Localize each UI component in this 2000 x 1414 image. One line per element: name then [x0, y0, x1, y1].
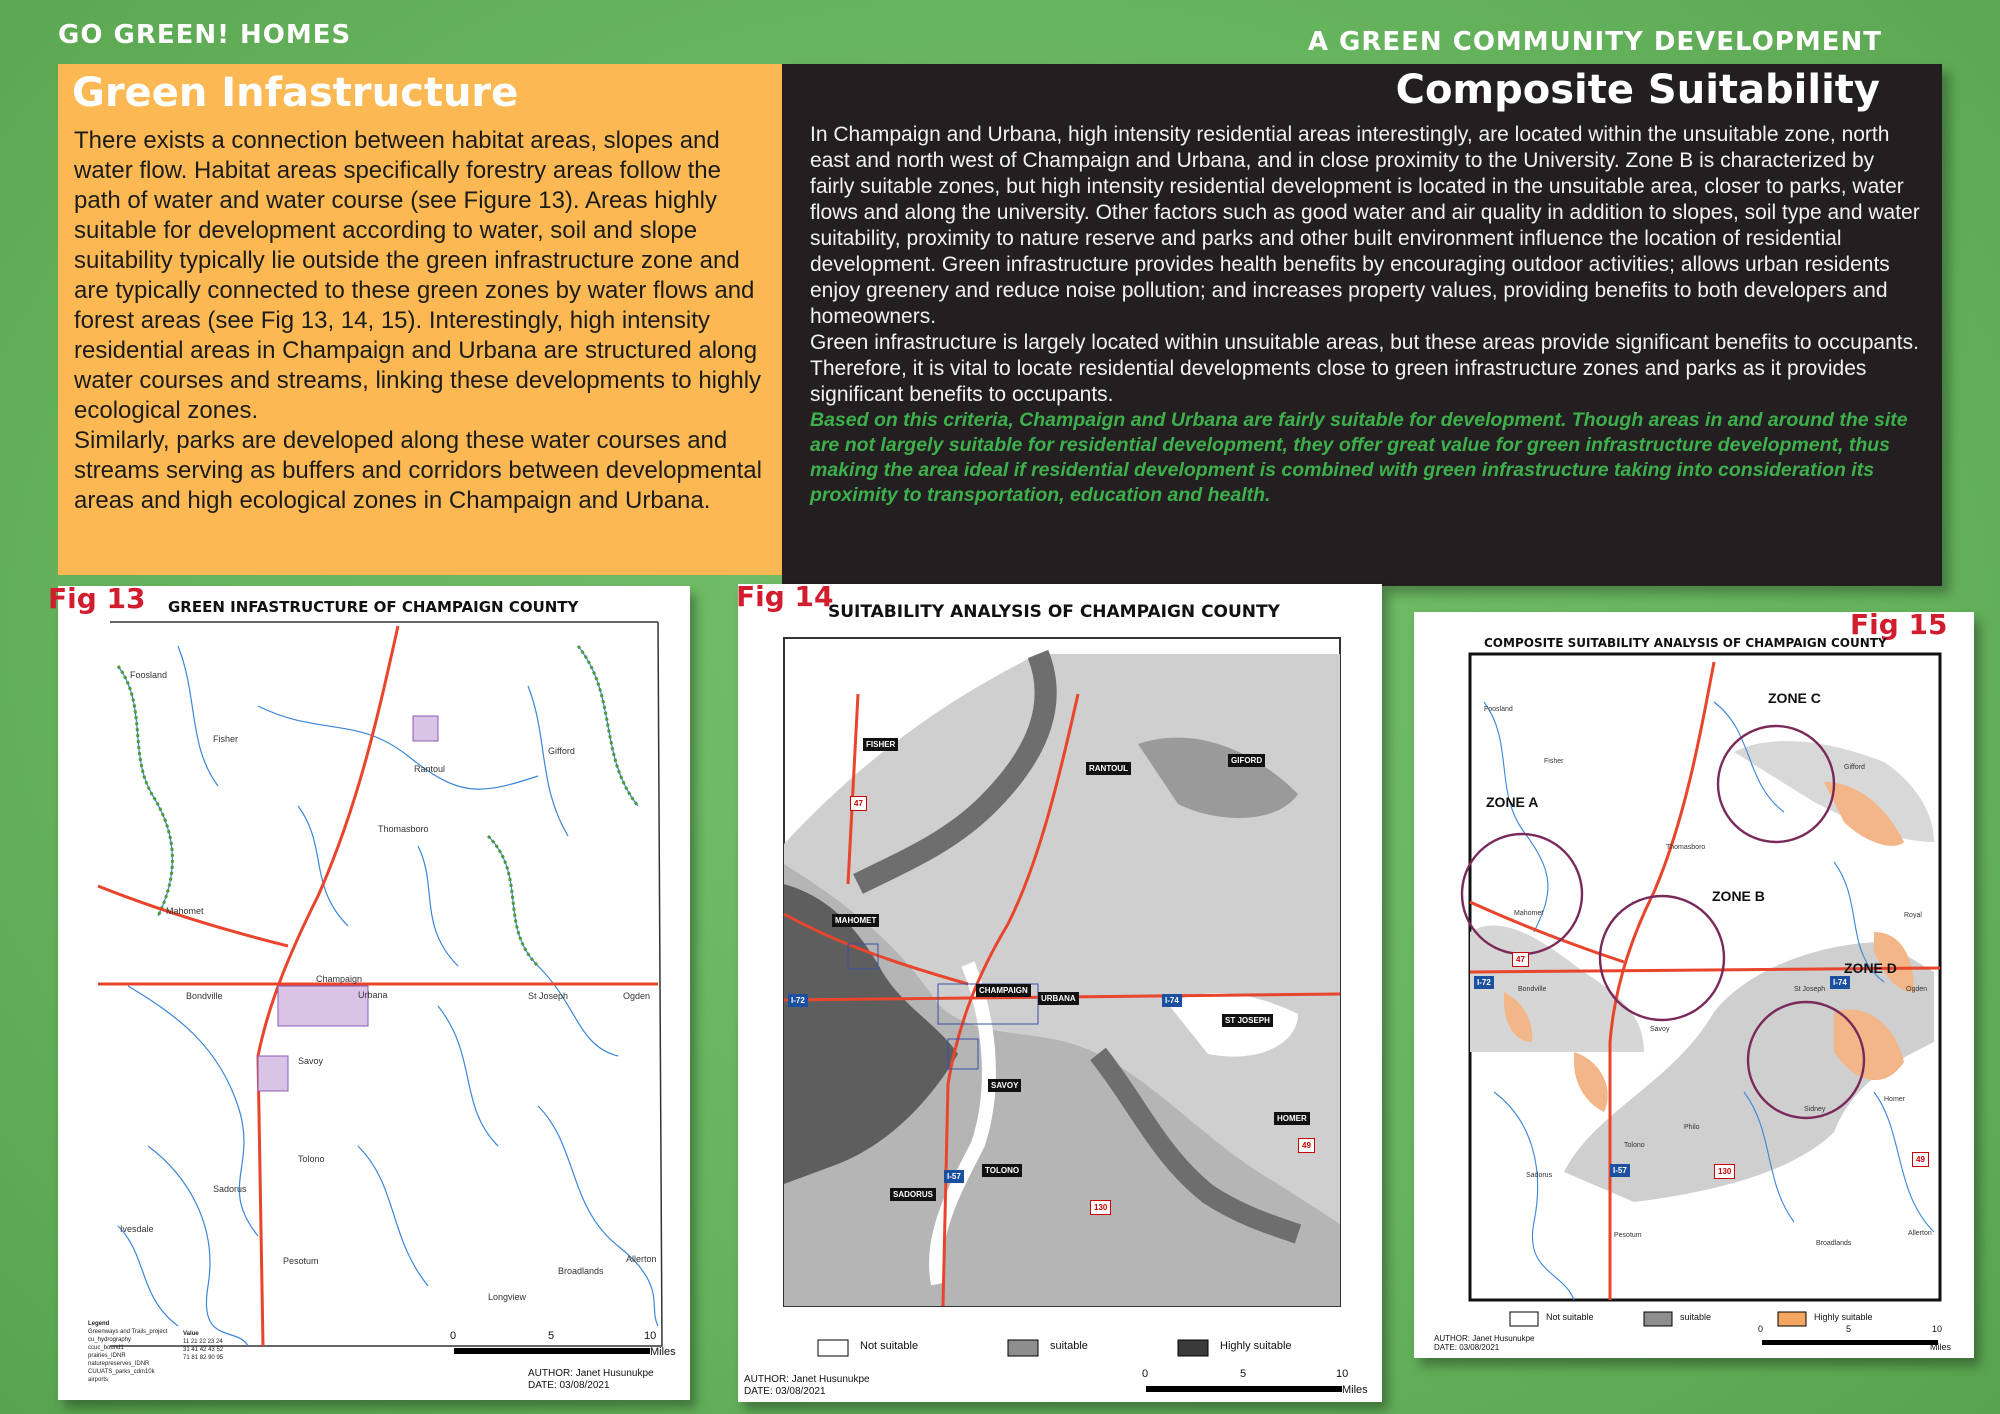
town-label: Sadorus: [1526, 1172, 1553, 1179]
town-label: Mahomet: [1514, 910, 1544, 917]
legend-value: 23: [207, 1339, 215, 1345]
route-shield: I-57: [944, 1170, 964, 1183]
tagline: A GREEN COMMUNITY DEVELOPMENT: [1307, 27, 1882, 57]
route-shield: I-72: [1474, 976, 1494, 989]
scale-tick: 10: [1932, 1324, 1943, 1334]
fig14-author: [744, 1374, 870, 1398]
highways: [98, 626, 658, 1346]
legend-value: 82: [199, 1355, 207, 1361]
legend-item: ccuc_bound1: [88, 1345, 124, 1351]
legend-suitable: suitable: [1680, 1312, 1712, 1322]
town-label: St Joseph: [1794, 986, 1826, 993]
author-name: AUTHOR: Janet Husunukpe: [744, 1374, 870, 1385]
town-label: CHAMPAIGN: [976, 984, 1031, 997]
legend-value: 95: [216, 1355, 224, 1361]
legend-highly-suitable: Highly suitable: [1220, 1340, 1292, 1352]
town-label: Homer: [1884, 1096, 1906, 1103]
town-label: Gifford: [548, 746, 575, 756]
scale-unit: Miles: [1342, 1384, 1368, 1396]
town-label: Broadlands: [558, 1266, 604, 1276]
legend-value: 11: [183, 1339, 190, 1345]
town-label: Sadorus: [213, 1184, 247, 1194]
scale-tick: 0: [1758, 1324, 1764, 1334]
fig14-scale-bar: [1142, 1368, 1368, 1398]
town-label: Allerton: [1908, 1230, 1932, 1237]
fig13-legend-values: [183, 1330, 223, 1362]
scale-tick: 5: [548, 1330, 555, 1342]
legend-value: 42: [199, 1347, 207, 1353]
legend-item: Greenways and Trails_project: [88, 1329, 168, 1335]
fig15-author: [1434, 1334, 1535, 1352]
town-label: Longview: [488, 1292, 527, 1302]
town-label: Champaign: [316, 974, 363, 984]
route-shield: 130: [1714, 1164, 1735, 1179]
scale-unit: Miles: [650, 1346, 676, 1358]
town-label: TOLONO: [982, 1164, 1022, 1177]
scale-tick: 0: [450, 1330, 457, 1342]
fig15-title: COMPOSITE SUITABILITY ANALYSIS OF CHAMPAIGN COUNTY: [1484, 636, 1887, 650]
town-label: Bondville: [186, 991, 223, 1001]
fig15-composite-suitability-map: [1414, 608, 1974, 1358]
zone-label: ZONE B: [1712, 888, 1765, 904]
scale-tick: 10: [1336, 1368, 1349, 1380]
town-label: Bondville: [1518, 986, 1547, 993]
route-shield: 47: [1512, 952, 1529, 967]
town-label: RANTOUL: [1086, 762, 1131, 775]
town-label: GIFORD: [1228, 754, 1265, 767]
fig13-scale-bar: [450, 1330, 676, 1360]
legend-value: 90: [208, 1355, 215, 1361]
town-label: URBANA: [1038, 992, 1079, 1005]
legend-highly-suitable: Highly suitable: [1814, 1312, 1873, 1322]
scale-bar-line: [1146, 1386, 1342, 1392]
scale-tick: 10: [644, 1330, 657, 1342]
town-label: Rantoul: [414, 764, 446, 774]
town-label: Allerton: [626, 1254, 657, 1264]
town-label: Pesotum: [1614, 1232, 1642, 1239]
fig13-green-infrastructure-map: [48, 582, 690, 1400]
author-name: AUTHOR: Janet Husunukpe: [1434, 1334, 1535, 1343]
legend-suitable: suitable: [1050, 1340, 1088, 1352]
fig14-label: Fig 14: [736, 580, 834, 613]
town-label: Ogden: [623, 991, 651, 1001]
zone-label: ZONE D: [1844, 960, 1897, 976]
legend-item: airports: [88, 1377, 109, 1383]
zone-label: ZONE A: [1486, 794, 1539, 810]
author-date: DATE: 03/08/2021: [528, 1380, 610, 1391]
town-label: Foosland: [1484, 706, 1513, 713]
legend-not-suitable: Not suitable: [1546, 1312, 1594, 1322]
town-label: Fisher: [213, 734, 239, 744]
town-label: Tolono: [1624, 1142, 1645, 1149]
author-date: DATE: 03/08/2021: [744, 1386, 826, 1397]
town-label: Royal: [1904, 912, 1922, 919]
legend-not-suitable: Not suitable: [860, 1340, 919, 1352]
legend-value: 31: [183, 1347, 190, 1353]
forest-corridors: [118, 646, 638, 966]
panel-highlight: Based on this criteria, Champaign and Urbana are fairly suitable for development. Though areas in and around the site are not largely suitable for residential development, they offer great value for green infrastructure development, thus making the area ideal if residential development is combined with green infrastructure taking into consideration its proximity to transportation, education and health.: [810, 409, 1908, 506]
town-label: St Joseph: [528, 991, 569, 1001]
route-shield: I-74: [1162, 994, 1182, 1007]
legend-value: 81: [191, 1355, 199, 1361]
fig14-title: SUITABILITY ANALYSIS OF CHAMPAIGN COUNTY: [828, 602, 1280, 622]
route-shield: I-72: [788, 994, 808, 1007]
author-name: AUTHOR: Janet Husunukpe: [528, 1368, 654, 1379]
town-label: SADORUS: [890, 1188, 936, 1201]
town-label: Thomasboro: [1666, 844, 1706, 851]
town-label: Savoy: [298, 1056, 324, 1066]
legend-value-label: Value: [183, 1331, 199, 1337]
legend-value: 43: [208, 1347, 215, 1353]
route-shield: I-74: [1830, 976, 1850, 989]
fig13-title: GREEN INFASTRUCTURE OF CHAMPAIGN COUNTY: [168, 598, 579, 616]
town-label: Pesotum: [283, 1256, 319, 1266]
route-shield: 47: [850, 796, 867, 811]
town-label: Ivesdale: [120, 1224, 154, 1234]
town-label: Tolono: [298, 1154, 325, 1164]
fig15-label: Fig 15: [1850, 608, 1948, 641]
town-label: Gifford: [1844, 764, 1865, 771]
fig13-label: Fig 13: [48, 582, 146, 615]
town-label: Urbana: [358, 990, 388, 1000]
panel-title: Composite Suitability: [1395, 67, 1880, 113]
author-date: DATE: 03/08/2021: [1434, 1343, 1500, 1352]
legend-item: naturepreserves_IDNR: [88, 1361, 150, 1367]
legend-item: prairies_IDNR: [88, 1353, 126, 1359]
panel-title: Green Infastructure: [72, 70, 519, 116]
brand-title: GO GREEN! HOMES: [58, 20, 352, 50]
panel-body: In Champaign and Urbana, high intensity residential areas interestingly, are located within the unsuitable zone, north east and north west of Champaign and Urbana, and in close proximity to the University. Zone B is characterized by fairly suitable zones, but high intensity residential development is located in the unsuitable area, closer to parks, water flows and along the university. Other factors such as good water and air quality in addition to slopes, soil type and water suitability, proximity to nature reserve and parks and other built environment influence the location of residential development. Green infrastructure provides health benefits by encouraging outdoor activities; allows urban residents enjoy greenery and reduce noise pollution; and increases property values, providing benefits to both developers and homeowners. Green infrastructure is largely located within unsuitable areas, but these areas provide significant benefits to occupants. Therefore, it is vital to locate residential developments close to green infrastructure zones and parks as it provides significant benefits to occupants.: [810, 123, 1920, 406]
legend-value: 24: [215, 1339, 223, 1345]
scale-tick: 5: [1240, 1368, 1247, 1380]
town-label: Fisher: [1544, 758, 1564, 765]
town-label: ST JOSEPH: [1222, 1014, 1273, 1027]
fig13-legend: [88, 1320, 167, 1384]
scale-unit: Miles: [1930, 1342, 1952, 1352]
legend-value: 22: [199, 1339, 206, 1345]
panel-body: There exists a connection between habitat areas, slopes and water flow. Habitat areas specifically forestry areas follow the path of water and water course (see Figure 13). Areas highly suitable for development according to water, soil and slope suitability typically lie outside the green infrastructure zone and are typically connected to these green zones by water flows and forest areas (see Fig 13, 14, 15). Interestingly, high intensity residential areas in Champaign and Urbana are structured along water courses and streams, linking these developments to highly ecological zones. Similarly, parks are developed along these water courses and streams serving as buffers and corridors between developmental areas and high ecological zones in Champaign and Urbana.: [74, 127, 762, 514]
town-label: Savoy: [1650, 1026, 1670, 1033]
route-shield: 130: [1090, 1200, 1111, 1215]
route-shield: 49: [1912, 1152, 1929, 1167]
route-shield: I-57: [1610, 1164, 1630, 1177]
fig13-author: [528, 1368, 654, 1392]
town-label: MAHOMET: [832, 914, 879, 927]
zone-label: ZONE C: [1768, 690, 1821, 706]
fig15-scale-bar: [1758, 1324, 1952, 1352]
route-shield: 49: [1298, 1138, 1315, 1153]
legend-item: CUUATS_parks_cdm10k: [88, 1369, 155, 1375]
legend-value: 71: [183, 1355, 190, 1361]
town-label: Thomasboro: [378, 824, 429, 834]
urban-areas: [258, 716, 438, 1091]
town-label: SAVOY: [988, 1079, 1021, 1092]
scale-bar-line: [1762, 1340, 1938, 1345]
town-label: Sidney: [1804, 1106, 1826, 1113]
green-infrastructure-panel: [58, 64, 782, 575]
legend-value: 21: [190, 1339, 198, 1345]
town-label: Ogden: [1906, 986, 1928, 993]
scale-tick: 0: [1142, 1368, 1149, 1380]
legend-title: Legend: [88, 1321, 110, 1327]
town-label: Foosland: [130, 670, 168, 680]
town-label: FISHER: [863, 738, 898, 751]
fig15-map-graphic: [1414, 612, 1974, 1358]
scale-bar-line: [454, 1348, 650, 1354]
legend-item: cu_hydrography: [88, 1337, 132, 1343]
town-label: Mahomet: [166, 906, 204, 916]
legend-value: 52: [216, 1347, 224, 1353]
composite-suitability-panel: [782, 64, 1942, 586]
town-label: Broadlands: [1816, 1240, 1852, 1247]
fig14-suitability-map: [736, 580, 1382, 1402]
legend-value: 41: [191, 1347, 199, 1353]
town-label: HOMER: [1274, 1112, 1310, 1125]
scale-tick: 5: [1846, 1324, 1852, 1334]
town-label: Philo: [1684, 1124, 1700, 1131]
